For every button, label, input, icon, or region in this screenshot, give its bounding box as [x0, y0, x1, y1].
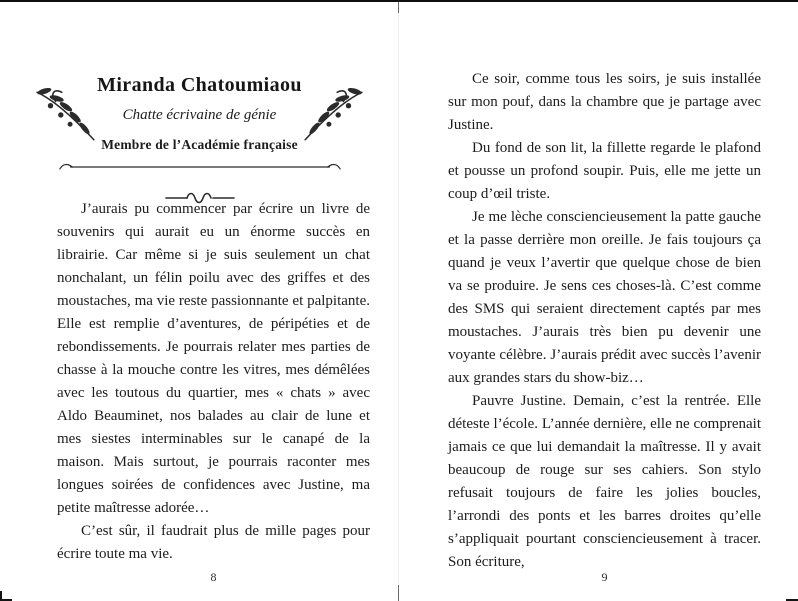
right-page [399, 2, 798, 601]
body-paragraph: J’aurais pu commencer par écrire un livre de souvenirs qui aurait eu un énorme succès en librairie. Car même si je suis seulement un chat nonchalant, un félin poilu avec des griffes et des moustaches, ma vie reste passionnante et palpitante. Elle est remplie d’aventures, de péripéties et de rebondissements. Je pourrais relater mes parties de chasse à la mouche contre les vitres, mes démêlées avec les toutous du quartier, mes « chats » avec Aldo Beauminet, nos balades au clair de lune et mes siestes interminables sur le canapé de la maison. Mais surtout, je pourrais raconter mes longues soirées de confidences avec Justine, ma petite maîtresse adorée… [57, 201, 370, 516]
chapter-title: Miranda Chatoumiaou [97, 74, 302, 96]
laurel-branch-icon [34, 88, 100, 144]
laurel-branch-icon [299, 88, 365, 144]
page-number-right: 9 [601, 570, 608, 584]
body-paragraph: Du fond de son lit, la fillette regarde le plafond et pousse un profond soupir. Puis, elle me jette un coup d’œil triste. [448, 140, 761, 202]
left-page-text [57, 198, 370, 566]
right-page-text [448, 68, 761, 574]
chapter-affiliation: Membre de l’Académie française [101, 137, 298, 152]
left-page [0, 2, 399, 601]
body-paragraph: Pauvre Justine. Demain, c’est la rentrée. Elle déteste l’école. L’année dernière, elle ne comprenait jamais ce que lui demandait la maîtresse. Il y avait beaucoup de rouge sur ses cahiers. Son stylo refusait toujours de faire les jolies boucles, l’arrondi des ponts et les barres droites qu’elle s’appliquait pourtant consciencieusement à tracer. Son écriture, [448, 393, 761, 570]
flourish-rule-icon [0, 159, 399, 180]
body-paragraph: Ce soir, comme tous les soirs, je suis installée sur mon pouf, dans la chambre que je partage avec Justine. [448, 71, 761, 133]
body-paragraph: C’est sûr, il faudrait plus de mille pages pour écrire toute ma vie. [57, 523, 370, 562]
page-number-left: 8 [210, 570, 217, 584]
chapter-header [0, 74, 399, 210]
body-paragraph: Je me lèche consciencieusement la patte gauche et la passe derrière mon oreille. Je fais toujours ça quand je veux l’avertir que quelque chose de bien va se produire. Je sens ces choses-là. C’est comme des SMS qui seraient directement captés par mes moustaches. J’aurais très bien pu devenir une voyante célèbre. J’aurais prédit avec succès l’avenir aux grandes stars du show-biz… [448, 209, 761, 386]
chapter-subtitle: Chatte écrivaine de génie [122, 107, 277, 123]
